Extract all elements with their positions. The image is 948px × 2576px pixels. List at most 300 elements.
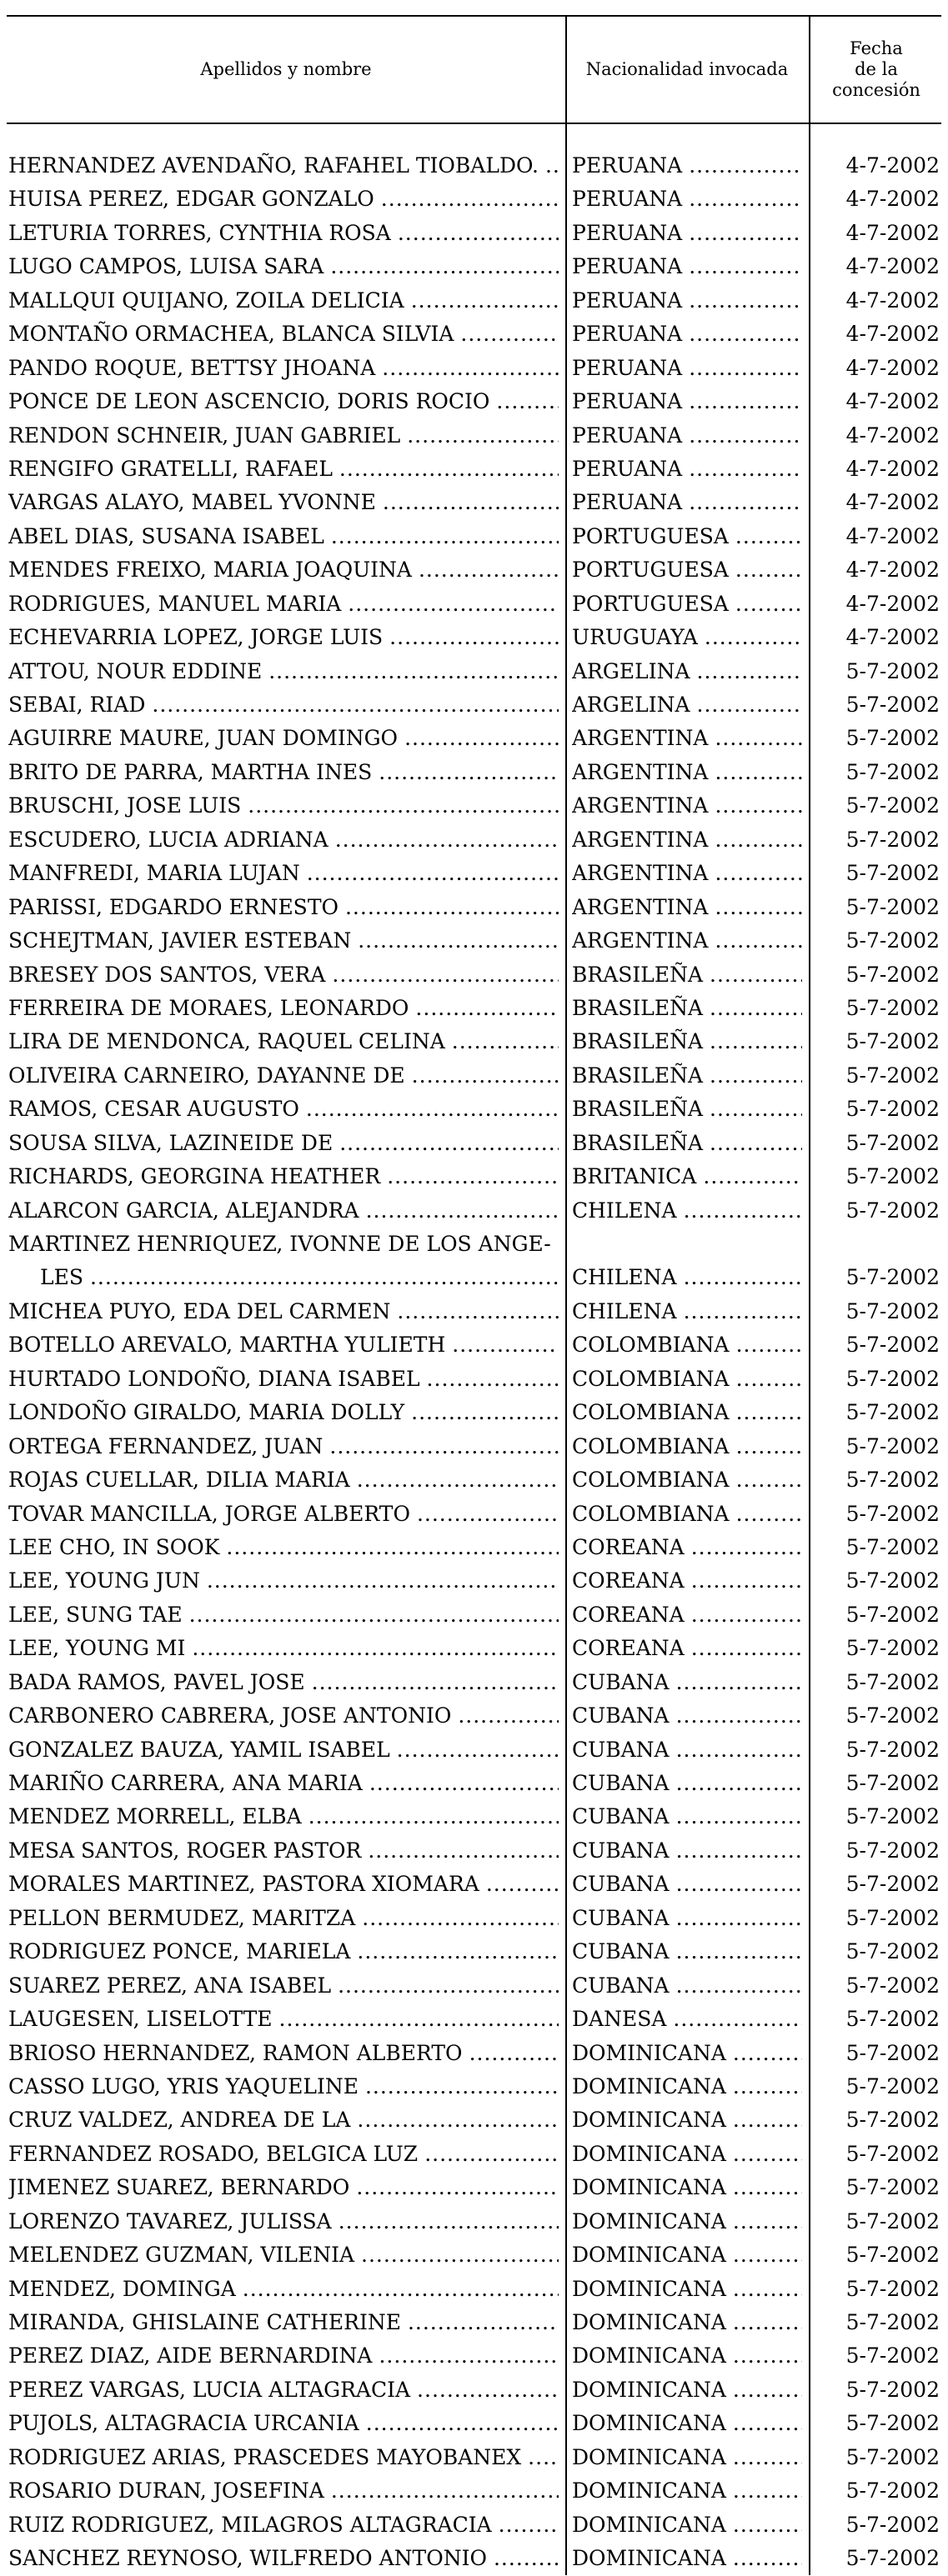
nationality-text: DOMINICANA [572,2310,726,2335]
concession-date: 5-7-2002 [845,1636,940,1661]
nationality-cell [572,520,802,553]
person-name: ECHEVARRIA LOPEZ, JORGE LUIS [8,625,384,650]
leader-dots [682,352,802,385]
nationality-text: ARGENTINA [572,861,709,886]
concession-date: 5-7-2002 [845,2208,940,2233]
concession-date: 5-7-2002 [845,1097,940,1122]
nationality-cell [572,1935,802,1968]
person-name: LEE, YOUNG MI [8,1636,186,1661]
person-name: PANDO ROQUE, BETTSY JHOANA [8,355,376,380]
nationality-text: CUBANA [572,1939,670,1964]
nationality-cell [572,2339,802,2373]
leader-dots [404,1396,559,1429]
person-name: MONTAÑO ORMACHEA, BLANCA SILVIA [8,322,454,347]
name-cell [8,1363,559,1396]
table-row [0,1935,948,1968]
nationality-cell [572,2306,802,2339]
person-name: MARIÑO CARRERA, ANA MARIA [8,1771,363,1796]
nationality-cell [572,318,802,351]
name-cell [8,992,559,1025]
person-name: PEREZ VARGAS, LUCIA ALTAGRACIA [8,2377,411,2402]
concession-date: 5-7-2002 [845,962,940,987]
leader-dots [200,1564,559,1598]
concession-date: 5-7-2002 [845,793,940,818]
table-row [0,1632,948,1665]
nationality-cell [572,1834,802,1868]
person-name: FERREIRA DE MORAES, LEONARDO [8,995,409,1020]
leader-dots [729,520,802,553]
leader-dots [380,1160,559,1193]
concession-date: 5-7-2002 [845,2276,940,2301]
table-row [0,2003,948,2036]
leader-dots [324,2474,559,2508]
nationality-cell [572,2238,802,2272]
leader-dots [418,2138,559,2171]
concession-date: 4-7-2002 [845,625,940,650]
leader-dots [185,1632,559,1665]
name-cell [8,1430,559,1463]
name-cell [8,2238,559,2272]
nationality-cell [572,2542,802,2575]
concession-date: 4-7-2002 [845,389,940,414]
table-row [0,1093,948,1126]
table-row [0,250,948,283]
nationality-cell [572,1025,802,1058]
leader-dots [682,453,802,486]
table-row [0,2306,948,2339]
name-cell [8,2070,559,2103]
leader-dots [708,823,802,857]
table-row [0,992,948,1025]
table-row [0,2508,948,2542]
leader-dots [390,1733,559,1767]
nationality-cell [572,2205,802,2238]
name-cell [8,1160,559,1193]
nationality-cell [572,453,802,486]
table-row [0,1666,948,1699]
nationality-text: DOMINICANA [572,2073,726,2098]
leader-dots [375,352,559,385]
person-name: LETURIA TORRES, CYNTHIA ROSA [8,220,391,245]
name-cell [8,1868,559,1901]
concession-date: 5-7-2002 [845,693,940,717]
person-name: PEREZ DIAZ, AIDE BERNARDINA [8,2343,373,2368]
table-row [0,1363,948,1396]
person-name: PARISSI, EDGARDO ERNESTO [8,894,339,919]
name-cell [8,284,559,318]
leader-dots [341,588,559,621]
table-row [0,2070,948,2103]
table-row [0,789,948,823]
person-name: MELENDEZ GUZMAN, VILENIA [8,2243,355,2268]
name-cell [8,2339,559,2373]
nationality-text: COREANA [572,1534,685,1559]
person-name: LORENZO TAVAREZ, JULISSA [8,2208,332,2233]
nationality-text: COREANA [572,1568,685,1593]
leader-dots [703,1093,802,1126]
table-row [0,1396,948,1429]
leader-dots [726,2373,802,2407]
nationality-cell [572,992,802,1025]
table-row [0,1834,948,1868]
name-cell [8,1228,559,1295]
leader-dots [401,2306,559,2339]
leader-dots [539,149,559,183]
leader-dots [323,1430,559,1463]
leader-dots [241,789,559,823]
leader-dots [730,1396,802,1429]
leader-dots [262,655,559,688]
leader-dots [690,688,802,722]
name-cell [8,2037,559,2070]
person-name: MORALES MARTINEZ, PASTORA XIOMARA [8,1872,479,1897]
leader-dots [730,1463,802,1497]
leader-dots [703,992,802,1025]
nationality-text: CHILENA [572,1198,677,1223]
nationality-text: ARGENTINA [572,928,709,953]
nationality-cell [572,1800,802,1833]
table-row [0,318,948,351]
leader-dots [726,2407,802,2440]
nationality-cell [572,1531,802,1564]
leader-dots [339,891,559,924]
nationality-text: BRASILEÑA [572,1097,704,1122]
nationality-cell [572,2103,802,2137]
table-row [0,217,948,250]
name-cell [8,1328,559,1362]
person-name: BRESEY DOS SANTOS, VERA [8,962,326,987]
name-cell [8,1531,559,1564]
leader-dots [685,1564,802,1598]
table-row [0,486,948,519]
nationality-text: ARGENTINA [572,793,709,818]
nationality-cell [572,1498,802,1531]
concession-date: 5-7-2002 [845,861,940,886]
nationality-text: PERUANA [572,288,683,313]
nationality-text: DOMINICANA [572,2175,726,2200]
person-name: SEBAI, RIAD [8,693,146,717]
table-row [0,284,948,318]
table-row [0,655,948,688]
nationality-cell [572,655,802,688]
nationality-text: DOMINICANA [572,2141,726,2166]
concession-date: 4-7-2002 [845,490,940,515]
nationality-cell [572,250,802,283]
concession-date: 5-7-2002 [845,1029,940,1054]
person-name: LIRA DE MENDONCA, RAQUEL CELINA [8,1029,445,1054]
leader-dots [685,1531,802,1564]
name-cell [8,149,559,183]
name-cell [8,1969,559,2003]
person-name: RENDON SCHNEIR, JUAN GABRIEL [8,423,401,448]
table-row [0,2205,948,2238]
person-name: LAUGESEN, LISELOTTE [8,2007,273,2032]
person-name: AGUIRRE MAURE, JUAN DOMINGO [8,726,399,751]
nationality-cell [572,2037,802,2070]
concession-date: 4-7-2002 [845,523,940,548]
leader-dots [670,1969,802,2003]
concession-date: 4-7-2002 [845,288,940,313]
leader-dots [726,2205,802,2238]
leader-dots [398,722,559,755]
nationality-text: PERUANA [572,254,683,279]
concession-date: 5-7-2002 [845,1298,940,1323]
concession-date: 4-7-2002 [845,456,940,481]
nationality-text: ARGELINA [572,658,690,683]
name-cell [8,1767,559,1800]
person-name: RENGIFO GRATELLI, RAFAEL [8,456,333,481]
table-row [0,2171,948,2204]
leader-dots [726,2238,802,2272]
concession-date: 5-7-2002 [845,2108,940,2133]
nationality-cell [572,756,802,789]
table-row [0,1127,948,1160]
table-row [0,453,948,486]
table-row [0,2138,948,2171]
leader-dots [404,284,559,318]
nationality-text: ARGENTINA [572,827,709,852]
name-cell [8,217,559,250]
name-cell [8,621,559,654]
nationality-text: CUBANA [572,1838,670,1863]
nationality-text: COLOMBIANA [572,1501,730,1526]
concession-date: 5-7-2002 [845,1366,940,1391]
table-row [0,688,948,722]
name-cell [8,1733,559,1767]
person-name: ROSARIO DURAN, JOSEFINA [8,2478,324,2503]
person-name: JIMENEZ SUAREZ, BERNARDO [8,2175,350,2200]
leader-dots [726,2542,802,2575]
table-row [0,756,948,789]
table-row [0,2373,948,2407]
leader-dots [410,1498,559,1531]
leader-dots [677,1261,802,1294]
nationality-text: DOMINICANA [572,2108,726,2133]
leader-dots [670,1666,802,1699]
leader-dots [463,2037,559,2070]
concession-date: 5-7-2002 [845,2343,940,2368]
nationality-cell [572,2171,802,2204]
table-row [0,1868,948,1901]
person-name: BRUSCHI, JOSE LUIS [8,793,242,818]
name-cell [8,1666,559,1699]
name-cell [8,1194,559,1228]
leader-dots [350,1463,559,1497]
name-cell [8,2306,559,2339]
nationality-text: DOMINICANA [572,2040,726,2065]
leader-dots [685,1632,802,1665]
nationality-cell [572,1969,802,2003]
person-name: FERNANDEZ ROSADO, BELGICA LUZ [8,2141,419,2166]
table-row [0,2339,948,2373]
table-row [0,1531,948,1564]
nationality-text: CUBANA [572,1771,670,1796]
person-name: SOUSA SILVA, LAZINEIDE DE [8,1130,334,1155]
concession-date: 5-7-2002 [845,2141,940,2166]
nationality-cell [572,1666,802,1699]
table-row [0,621,948,654]
nationality-text: CUBANA [572,1669,670,1694]
name-cell [8,520,559,553]
table-row [0,924,948,958]
nationality-text: ARGENTINA [572,759,709,784]
concession-date: 4-7-2002 [845,423,940,448]
leader-dots [698,621,802,654]
leader-dots [400,419,559,453]
person-name: PONCE DE LEON ASCENCIO, DORIS ROCIO [8,389,490,414]
leader-dots [359,2070,559,2103]
name-cell [8,2441,559,2474]
nationality-text: PERUANA [572,423,683,448]
table-row [0,419,948,453]
leader-dots [670,1733,802,1767]
leader-dots [372,2339,559,2373]
name-cell [8,1295,559,1328]
leader-dots [708,756,802,789]
nationality-cell [572,2407,802,2440]
concession-date: 5-7-2002 [845,1130,940,1155]
table-row [0,2238,948,2272]
person-name: BADA RAMOS, PAVEL JOSE [8,1669,305,1694]
name-cell [8,722,559,755]
nationality-cell [572,183,802,216]
nationality-text: CUBANA [572,1905,670,1930]
nationality-text: DOMINICANA [572,2444,726,2469]
table-row [0,2103,948,2137]
name-cell [8,318,559,351]
nationality-text: COLOMBIANA [572,1366,730,1391]
name-cell [8,553,559,587]
person-name: LONDOÑO GIRALDO, MARIA DOLLY [8,1400,405,1425]
concession-date: 5-7-2002 [845,1333,940,1358]
nationality-text: DOMINICANA [572,2208,726,2233]
name-cell [8,1127,559,1160]
concession-date: 4-7-2002 [845,254,940,279]
leader-dots [670,1834,802,1868]
leader-dots [391,217,559,250]
name-cell [8,385,559,418]
nationality-cell [572,2474,802,2508]
leader-dots [183,1598,559,1632]
nationality-text: CHILENA [572,1265,677,1290]
person-name: ALARCON GARCIA, ALEJANDRA [8,1198,359,1223]
leader-dots [302,1800,559,1833]
concession-date: 5-7-2002 [845,2546,940,2571]
nationality-cell [572,1261,802,1294]
table-row [0,1295,948,1328]
nationality-text: PORTUGUESA [572,591,729,616]
table-row [0,553,948,587]
leader-dots [730,1363,802,1396]
nationality-cell [572,553,802,587]
table-row [0,1059,948,1093]
leader-dots [329,823,559,857]
table-row [0,1733,948,1767]
name-cell [8,1902,559,1935]
concession-date: 5-7-2002 [845,1534,940,1559]
leader-dots [487,2542,559,2575]
leader-dots [726,2339,802,2373]
table-row [0,385,948,418]
concession-date: 5-7-2002 [845,1400,940,1425]
nationality-text: CHILENA [572,1298,677,1323]
leader-dots [479,1868,559,1901]
nationality-text: DOMINICANA [572,2377,726,2402]
nationality-cell [572,1868,802,1901]
table-row [0,891,948,924]
nationality-text: BRASILEÑA [572,962,704,987]
concession-date: 5-7-2002 [845,2243,940,2268]
nationality-cell [572,284,802,318]
leader-dots [350,2103,559,2137]
nationality-text: ARGENTINA [572,726,709,751]
leader-dots [145,688,559,722]
nationality-text: COLOMBIANA [572,1400,730,1425]
concession-date: 5-7-2002 [845,1669,940,1694]
nationality-cell [572,688,802,722]
concession-date: 5-7-2002 [845,1973,940,1998]
leader-dots [726,2474,802,2508]
nationality-text: PERUANA [572,490,683,515]
concession-date: 5-7-2002 [845,2444,940,2469]
table-row [0,1767,948,1800]
nationality-text: DOMINICANA [572,2411,726,2436]
leader-dots [383,621,559,654]
table-row [0,1194,948,1228]
leader-dots [708,924,802,958]
leader-dots [236,2273,559,2306]
person-name: RICHARDS, GEORGINA HEATHER [8,1164,381,1189]
concession-date: 5-7-2002 [845,759,940,784]
person-name: GONZALEZ BAUZA, YAMIL ISABEL [8,1737,390,1762]
concession-date: 5-7-2002 [845,1872,940,1897]
nationality-cell [572,1295,802,1328]
name-cell [8,2542,559,2575]
leader-dots [726,2103,802,2137]
person-name: MANFREDI, MARIA LUJAN [8,861,300,886]
concession-date: 5-7-2002 [845,894,940,919]
leader-dots [703,1059,802,1093]
leader-dots [359,1194,559,1228]
concession-date: 5-7-2002 [845,2478,940,2503]
leader-dots [451,1699,559,1733]
leader-dots [682,149,802,183]
header-date: Fecha de la concesión [832,38,920,100]
person-name: SCHEJTMAN, JAVIER ESTEBAN [8,928,352,953]
name-cell [8,2474,559,2508]
leader-dots [374,183,559,216]
concession-date: 5-7-2002 [845,1468,940,1493]
table-row [0,520,948,553]
leader-dots [361,1834,559,1868]
table-body [0,149,948,2576]
table-row [0,958,948,992]
table-row [0,1430,948,1463]
person-name: LEE, YOUNG JUN [8,1568,200,1593]
name-cell [8,2373,559,2407]
nationality-text: BRASILEÑA [572,1029,704,1054]
table-row [0,2441,948,2474]
name-cell [8,352,559,385]
person-name: PELLON BERMUDEZ, MARITZA [8,1905,356,1930]
person-name: VARGAS ALAYO, MABEL YVONNE [8,490,376,515]
nationality-text: DOMINICANA [572,2512,726,2537]
leader-dots [410,2373,559,2407]
name-cell [8,1396,559,1429]
concession-date: 5-7-2002 [845,1804,940,1829]
leader-dots [412,553,559,587]
person-name: RODRIGUEZ ARIAS, PRASCEDES MAYOBANEX [8,2444,522,2469]
